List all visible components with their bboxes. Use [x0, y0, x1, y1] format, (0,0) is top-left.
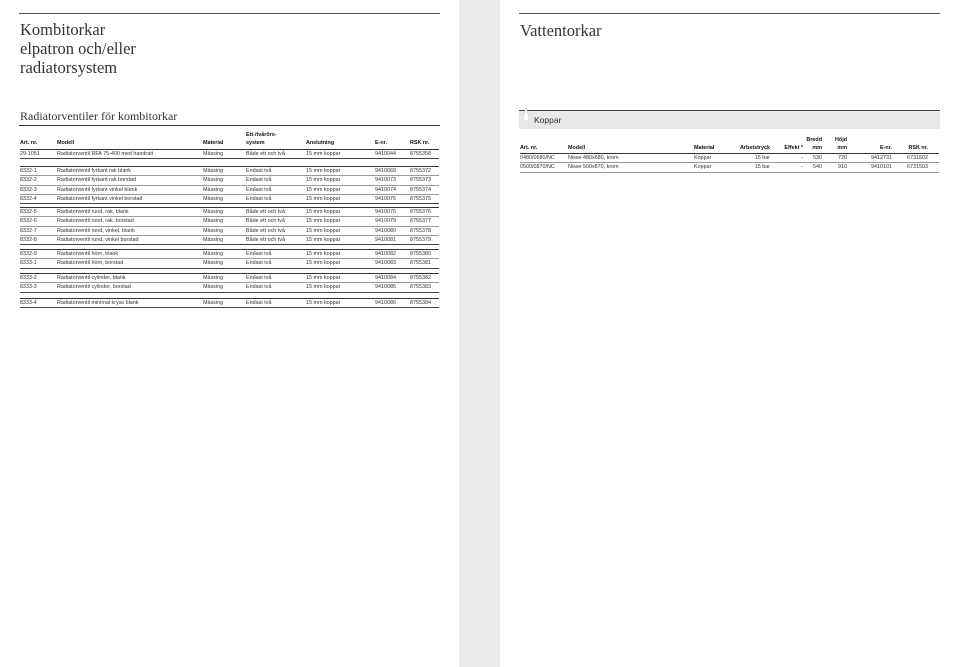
- cell-rsk: 6731503: [907, 164, 928, 171]
- col-header-bredd: [803, 136, 822, 152]
- cell-modell: Radiatorventil minimal kryss blank: [57, 300, 139, 307]
- col-header-bredd-line2: mm: [812, 145, 822, 151]
- cell-material: Koppar: [694, 155, 712, 162]
- cell-material: Mässing: [203, 196, 224, 203]
- cell-system: Endast två: [246, 168, 272, 175]
- cell-system: Endast två: [246, 177, 272, 184]
- cell-material: Mässing: [203, 260, 224, 267]
- cell-rsk: 8755379: [410, 237, 431, 244]
- cell-rsk: 8755376: [410, 209, 431, 216]
- table-row: [520, 153, 939, 163]
- cell-anslutning: 15 mm koppar: [306, 186, 341, 193]
- cell-rsk: 8755378: [410, 227, 431, 234]
- col-header-anslutning: Anslutning: [306, 140, 335, 146]
- title-line: Kombitorkar: [20, 20, 106, 39]
- cell-rsk: 8755382: [410, 275, 431, 282]
- col-header-hojd: [822, 136, 847, 152]
- cell-art: 8332-8: [20, 237, 37, 244]
- cell-enr: 9410073: [375, 177, 396, 184]
- cell-enr: 9410083: [375, 260, 396, 267]
- cell-modell: Radiatorventil fyrkant rak blank: [57, 168, 132, 175]
- table-group: [20, 149, 439, 159]
- cell-modell: Nisse 500x870, krom: [568, 164, 619, 171]
- cell-system: Både ett och två: [246, 237, 285, 244]
- cell-system: Endast två: [246, 196, 272, 203]
- cell-modell: Radiatorventil cylinder, blank: [57, 275, 126, 282]
- col-header-art: Art. nr.: [520, 145, 538, 151]
- col-header-modell: Modell: [57, 140, 75, 146]
- table-row: [20, 283, 439, 292]
- cell-enr: 9410069: [375, 168, 396, 175]
- cell-art: 8333-1: [20, 260, 37, 267]
- col-header-enr: E-nr.: [375, 140, 387, 146]
- cell-rsk: 8755380: [410, 251, 431, 258]
- cell-art: 8332-5: [20, 209, 37, 216]
- cell-anslutning: 15 mm koppar: [306, 227, 341, 234]
- table-group: [20, 207, 439, 245]
- cell-material: Mässing: [203, 227, 224, 234]
- cell-rsk: 6731502: [907, 155, 928, 162]
- cell-enr: 9410101: [871, 164, 892, 171]
- cell-modell: Radiatorventil rund, rak, borstad: [57, 218, 134, 225]
- valve-table: [20, 131, 439, 148]
- cell-modell: Radiatorventil cylinder, borstad: [57, 284, 131, 291]
- cell-rsk: 8755381: [410, 260, 431, 267]
- cell-rsk: 8755358: [410, 151, 431, 158]
- cell-system: Endast två: [246, 260, 272, 267]
- page-title: [520, 21, 602, 40]
- section-rule: [19, 125, 440, 126]
- col-header-system: [246, 131, 306, 147]
- table-row: [20, 176, 439, 185]
- cell-art: 0500/0870/NC: [520, 164, 555, 171]
- table-row: [20, 207, 439, 217]
- cell-modell: Radiatorventil fyrkant rak borstad: [57, 177, 137, 184]
- table-row: [20, 249, 439, 259]
- cell-art: 8332-2: [20, 177, 37, 184]
- right-page: [500, 0, 959, 667]
- cell-art: 8333-3: [20, 284, 37, 291]
- cell-rsk: 8755373: [410, 177, 431, 184]
- cell-hojd: 720: [838, 155, 847, 162]
- cell-arbetstryck: 15 bar: [754, 155, 770, 162]
- col-header-enr: E-nr.: [880, 145, 892, 151]
- table-group: [20, 298, 439, 308]
- col-header-rsk: RSK nr.: [908, 145, 928, 151]
- cell-art: 8333-4: [20, 300, 37, 307]
- table-row: [20, 259, 439, 268]
- cell-modell: Radiatorventil rund, vinkel, blank: [57, 227, 135, 234]
- cell-effekt: -: [801, 155, 803, 162]
- table-header: [20, 131, 439, 148]
- left-page: [0, 0, 459, 667]
- col-header-hojd-line1: Höjd: [835, 137, 847, 143]
- cell-modell: Radiatorventil fyrkant vinkel borstad: [57, 196, 143, 203]
- table-group: [20, 166, 439, 204]
- cell-anslutning: 15 mm koppar: [306, 251, 341, 258]
- col-header-material: Material: [203, 140, 224, 146]
- page-title: [20, 20, 136, 77]
- cell-system: Både ett och två: [246, 151, 285, 158]
- cell-modell: Radiatorventil rund, rak, blank: [57, 209, 129, 216]
- cell-modell: Radiatorventil rund, vinkel borstad: [57, 237, 139, 244]
- cell-enr: 9410084: [375, 275, 396, 282]
- cell-hojd: 910: [838, 164, 847, 171]
- table-row: [20, 236, 439, 245]
- cell-effekt: -: [801, 164, 803, 171]
- cell-art: 8332-7: [20, 227, 37, 234]
- table-row: [20, 149, 439, 159]
- towel-table-body: [520, 153, 939, 173]
- cell-modell: Radiatorventil fyrkant vinkel blank: [57, 186, 138, 193]
- cell-enr: 9410082: [375, 251, 396, 258]
- cell-anslutning: 15 mm koppar: [306, 275, 341, 282]
- cell-material: Mässing: [203, 237, 224, 244]
- cell-modell: Radiatorventil RFA 75-400 med handratt: [57, 151, 154, 158]
- col-header-rsk: RSK nr.: [410, 140, 430, 146]
- cell-art: 8332-3: [20, 186, 37, 193]
- cell-enr: 9412731: [871, 155, 892, 162]
- cell-material: Mässing: [203, 186, 224, 193]
- cell-material: Mässing: [203, 300, 224, 307]
- table-row: [520, 163, 939, 172]
- table-row: [20, 217, 439, 226]
- cell-rsk: 8755372: [410, 168, 431, 175]
- cell-art: 0480/0680/NC: [520, 155, 555, 162]
- cell-anslutning: 15 mm koppar: [306, 151, 341, 158]
- col-header-arbetstryck: Arbetstryck: [740, 145, 770, 151]
- cell-material: Mässing: [203, 275, 224, 282]
- title-line: Vattentorkar: [520, 21, 602, 40]
- cell-material: Mässing: [203, 218, 224, 225]
- table-row: [20, 227, 439, 236]
- cell-art: 29-1051: [20, 151, 40, 158]
- col-header-art: Art. nr.: [20, 140, 38, 146]
- cell-enr: 9410086: [375, 300, 396, 307]
- title-line: radiatorsystem: [20, 58, 118, 77]
- section-band: [519, 110, 940, 129]
- cell-system: Endast två: [246, 275, 272, 282]
- table-group: [20, 273, 439, 293]
- cell-enr: 9410079: [375, 218, 396, 225]
- table-row: [20, 298, 439, 308]
- col-header-effekt: Effekt *: [784, 145, 803, 151]
- cell-enr: 9410074: [375, 186, 396, 193]
- header-rule: [19, 13, 440, 14]
- cell-art: 8332-4: [20, 196, 37, 203]
- table-header: [520, 136, 939, 153]
- cell-anslutning: 15 mm koppar: [306, 177, 341, 184]
- cell-rsk: 8755383: [410, 284, 431, 291]
- cell-enr: 9410075: [375, 196, 396, 203]
- cell-anslutning: 15 mm koppar: [306, 300, 341, 307]
- header-rule: [519, 13, 940, 14]
- cell-anslutning: 15 mm koppar: [306, 260, 341, 267]
- cell-rsk: 8755384: [410, 300, 431, 307]
- cell-anslutning: 15 mm koppar: [306, 168, 341, 175]
- cell-system: Endast två: [246, 300, 272, 307]
- cell-system: Endast två: [246, 284, 272, 291]
- cell-material: Mässing: [203, 209, 224, 216]
- table-group: [20, 249, 439, 269]
- cell-anslutning: 15 mm koppar: [306, 209, 341, 216]
- cell-system: Både ett och två: [246, 227, 285, 234]
- cell-enr: 9410076: [375, 209, 396, 216]
- cell-material: Mässing: [203, 284, 224, 291]
- cell-enr: 9410085: [375, 284, 396, 291]
- cell-art: 8332-9: [20, 251, 37, 258]
- cell-enr: 9410081: [375, 237, 396, 244]
- table-row: [20, 186, 439, 195]
- section-title: Radiatorventiler för kombitorkar: [20, 109, 178, 123]
- cell-art: 8333-2: [20, 275, 37, 282]
- cell-art: 8332-6: [20, 218, 37, 225]
- cell-system: Endast två: [246, 186, 272, 193]
- table-row: [20, 195, 439, 204]
- water-drop-icon: [523, 107, 529, 121]
- col-header-modell: Modell: [568, 145, 586, 151]
- section-label: Koppar: [534, 115, 562, 125]
- cell-rsk: 8755374: [410, 186, 431, 193]
- cell-material: Mässing: [203, 168, 224, 175]
- cell-rsk: 8755377: [410, 218, 431, 225]
- cell-rsk: 8755375: [410, 196, 431, 203]
- title-line: elpatron och/eller: [20, 39, 136, 58]
- cell-material: Koppar: [694, 164, 712, 171]
- cell-anslutning: 15 mm koppar: [306, 284, 341, 291]
- cell-bredd: 530: [813, 155, 822, 162]
- cell-enr: 9410044: [375, 151, 396, 158]
- cell-material: Mässing: [203, 251, 224, 258]
- cell-enr: 9410080: [375, 227, 396, 234]
- table-row: [20, 166, 439, 176]
- cell-material: Mässing: [203, 177, 224, 184]
- col-header-material: Material: [694, 145, 715, 151]
- cell-anslutning: 15 mm koppar: [306, 218, 341, 225]
- cell-system: Både ett och två: [246, 218, 285, 225]
- col-header-system-line1: Ett-/tvårörs-: [246, 132, 277, 138]
- cell-material: Mässing: [203, 151, 224, 158]
- table-row: [20, 273, 439, 283]
- cell-modell: Radiatorventil hörn, borstad: [57, 260, 124, 267]
- cell-art: 8332-1: [20, 168, 37, 175]
- cell-modell: Radiatorventil hörn, blank: [57, 251, 119, 258]
- col-header-bredd-line1: Bredd: [806, 137, 822, 143]
- cell-anslutning: 15 mm koppar: [306, 196, 341, 203]
- cell-bredd: 540: [813, 164, 822, 171]
- cell-system: Endast två: [246, 251, 272, 258]
- col-header-hojd-line2: mm: [837, 145, 847, 151]
- col-header-system-line2: system: [246, 140, 265, 146]
- cell-arbetstryck: 15 bar: [754, 164, 770, 171]
- cell-system: Både ett och två: [246, 209, 285, 216]
- cell-anslutning: 15 mm koppar: [306, 237, 341, 244]
- towel-table: [520, 136, 939, 173]
- cell-modell: Nisse 480x680, krom: [568, 155, 619, 162]
